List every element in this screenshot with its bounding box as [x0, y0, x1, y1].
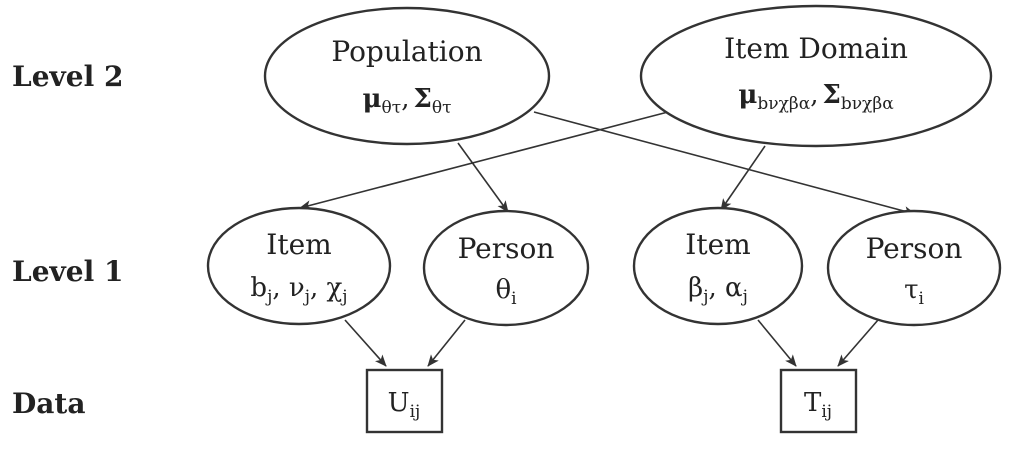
data-level-label: Data [12, 387, 86, 420]
t-data-label: $T_{ij}$ [803, 388, 833, 422]
person-left-params: $\theta_i$ [495, 275, 517, 309]
item-domain-title: Item Domain [724, 32, 908, 65]
item-right-title: Item [685, 228, 751, 261]
level-2-label: Level 2 [12, 60, 124, 93]
item-left-title: Item [266, 228, 332, 261]
population-title: Population [331, 35, 483, 68]
t-data-node [781, 370, 856, 432]
population-params: $\mu_{\theta\tau}$, $\Sigma_{\theta\tau}$ [362, 84, 452, 118]
item-domain-node [641, 6, 991, 146]
u-data-node [367, 370, 442, 432]
edge-item-left-to-u [345, 320, 386, 366]
item-left-node [208, 208, 390, 324]
u-data-label: $U_{ij}$ [387, 388, 421, 422]
level-1-label: Level 1 [12, 255, 124, 288]
edge-population-to-person-left [458, 143, 508, 212]
person-right-title: Person [865, 232, 963, 265]
item-domain-params: $\mu_{b\nu\chi\beta\alpha}$, $\Sigma_{b\nu\chi\beta\alpha}$ [738, 80, 894, 114]
edge-person-left-to-u [428, 320, 465, 366]
item-right-node [634, 208, 802, 324]
person-left-node [424, 211, 588, 325]
person-right-params: $\tau_i$ [904, 275, 924, 309]
person-left-title: Person [457, 232, 555, 265]
population-node [265, 8, 549, 144]
person-right-node [828, 211, 1000, 325]
edge-person-right-to-t [838, 320, 878, 366]
item-left-params: $b_j$, $\nu_j$, $\chi_j$ [250, 273, 348, 307]
item-right-params: $\beta_j$, $\alpha_j$ [688, 273, 748, 307]
edge-item-right-to-t [758, 320, 796, 366]
edge-item-domain-to-item-right [721, 146, 765, 210]
